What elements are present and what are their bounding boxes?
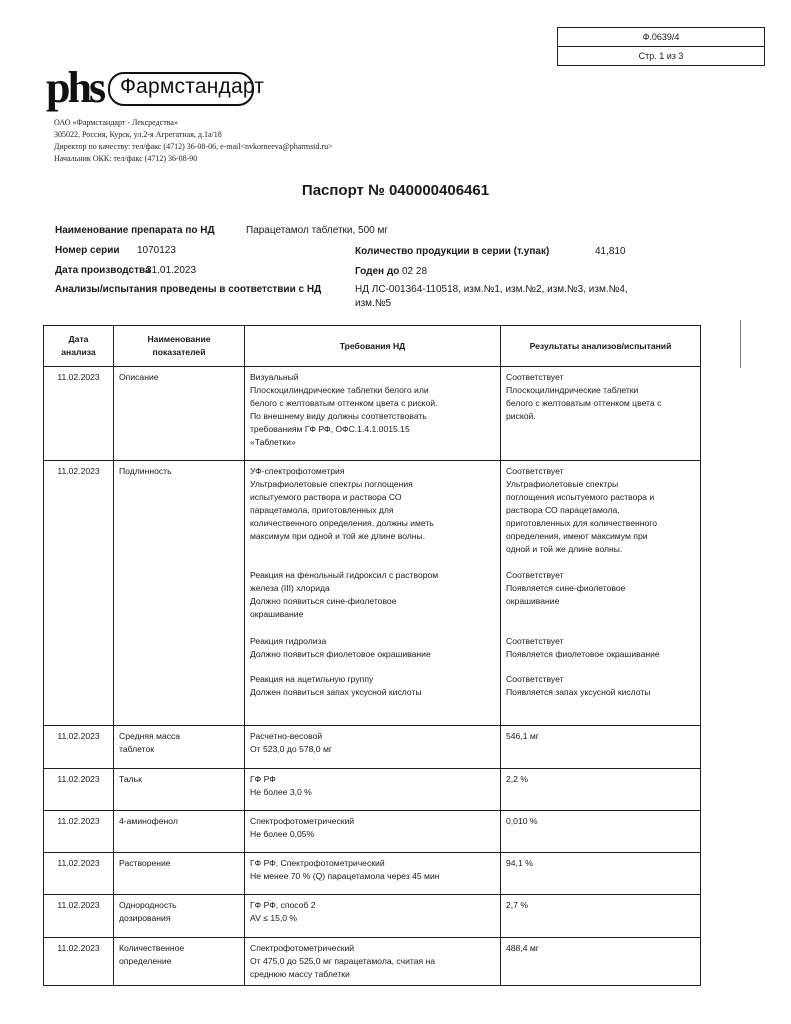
table-row — [44, 938, 701, 986]
row-indicator: Тальк — [114, 769, 245, 811]
row-result: Соответствует Ультрафиолетовые спектры поглощения испытуемого раствора и раствора СО парацетамола, приготовленных для количественного определения, имеют максимум при одной и той же длине волны. Соответствует Появляется сине-фиолетовое окрашивание Соответствует Появляется фиолетовое окрашивание Соответствует Появляется запах уксусной кислоты — [501, 461, 701, 726]
scan-mark — [740, 320, 741, 368]
row-requirement: ГФ РФ Не более 3,0 % — [245, 769, 501, 811]
row-result: 2,2 % — [501, 769, 701, 811]
quantity-value: 41,810 — [595, 246, 626, 257]
row-requirement: УФ-спектрофотометрия Ультрафиолетовые спектры поглощения испытуемого раствора и раствора СО парацетамола, приготовленных для количественного определения, должны иметь максимум при одной и той же длине волны. Реакция на фенольный гидроксил с раствором железа (III) хлорида Должно появиться сине-фиолетовое окрашивание Реакция гидролиза Должно появиться фиолетовое окрашивание Реакция на ацетильную группу Должен появиться запах уксусной кислоты — [245, 461, 501, 726]
row-requirement: ГФ РФ, Спектрофотометрический Не менее 70 % (Q) парацетамола через 45 мин — [245, 853, 501, 895]
row-date: 11.02.2023 — [44, 726, 114, 769]
row-result: Соответствует Плоскоцилиндрические таблетки белого с желтоватым оттенком цвета с риской. — [501, 367, 701, 461]
tests-standard-label: Анализы/испытания проведены в соответствии с НД — [55, 284, 322, 295]
header-requirements: Требования НД — [245, 326, 501, 367]
row-result: 0,010 % — [501, 811, 701, 853]
table-row — [44, 853, 701, 895]
drug-name-value: Парацетамол таблетки, 500 мг — [246, 225, 389, 236]
quantity-label: Количество продукции в серии (т.упак) — [355, 246, 550, 257]
row-indicator: Средняя масса таблеток — [114, 726, 245, 769]
expiry-value: 02 28 — [402, 266, 428, 277]
results-table — [43, 325, 701, 986]
header-results: Результаты анализов/испытаний — [501, 326, 701, 367]
company-logo-name: Фармстандарт — [120, 75, 265, 98]
row-requirement: Визуальный Плоскоцилиндрические таблетки белого или белого с желтоватым оттенком цвета с риской. По внешнему виду должны соответствовать требованиям ГФ РФ, ОФС.1.4.1.0015.15 «Таблетки» — [245, 367, 501, 461]
page-number: Стр. 1 из 3 — [638, 51, 684, 61]
quality-director-contact: Директор по качеству: тел/факс (4712) 36-08-06, e-mail<nvkorneeva@pharmstd.ru> — [54, 142, 333, 151]
row-requirement: Расчетно-весовой От 523,0 до 578,0 мг — [245, 726, 501, 769]
row-date: 11.02.2023 — [44, 367, 114, 461]
series-label: Номер серии — [55, 245, 120, 256]
row-indicator: 4-аминофенол — [114, 811, 245, 853]
company-logo-mark: phs — [46, 63, 104, 112]
nd-reference: НД ЛС-001364-110518, изм.№1, изм.№2, изм.№3, изм.№4, — [355, 284, 628, 295]
table-row — [44, 769, 701, 811]
series-value: 1070123 — [137, 245, 176, 256]
row-indicator: Однородность дозирования — [114, 895, 245, 938]
row-result: 546,1 мг — [501, 726, 701, 769]
okk-head-contact: Начальник ОКК: тел/факс (4712) 36-08-90 — [54, 154, 198, 163]
row-requirement: Спектрофотометрический От 475,0 до 525,0 мг парацетамола, считая на среднюю массу таблетки — [245, 938, 501, 986]
production-date-label: Дата производства — [55, 265, 151, 276]
header-indicator: Наименование показателей — [114, 326, 245, 367]
table-row — [44, 367, 701, 461]
form-code-box — [557, 27, 765, 66]
row-indicator: Количественное определение — [114, 938, 245, 986]
production-date-value: 31.01.2023 — [146, 265, 197, 276]
row-result: 2,7 % — [501, 895, 701, 938]
row-result: 94,1 % — [501, 853, 701, 895]
table-row — [44, 726, 701, 769]
company-name: ОАО «Фармстандарт - Лексредства» — [54, 118, 178, 127]
row-result: 488,4 мг — [501, 938, 701, 986]
row-requirement: ГФ РФ, способ 2 AV ≤ 15,0 % — [245, 895, 501, 938]
form-code: Ф.0639/4 — [558, 28, 764, 47]
drug-name-label: Наименование препарата по НД — [55, 225, 215, 236]
table-row — [44, 461, 701, 726]
expiry-label: Годен до — [355, 266, 400, 277]
row-requirement: Спектрофотометрический Не более 0,05% — [245, 811, 501, 853]
page-title: Паспорт № 040000406461 — [301, 182, 490, 199]
row-indicator: Подлинность — [114, 461, 245, 726]
row-date: 11.02.2023 — [44, 769, 114, 811]
table-row — [44, 895, 701, 938]
table-header-row — [44, 326, 701, 367]
row-indicator: Описание — [114, 367, 245, 461]
row-date: 11.02.2023 — [44, 811, 114, 853]
row-date: 11.02.2023 — [44, 895, 114, 938]
row-date: 11.02.2023 — [44, 853, 114, 895]
row-date: 11.02.2023 — [44, 461, 114, 726]
header-date: Дата анализа — [44, 326, 114, 367]
row-date: 11.02.2023 — [44, 938, 114, 986]
company-address: 305022, Россия, Курск, ул.2-я Агрегатная, д.1а/18 — [54, 130, 222, 139]
row-indicator: Растворение — [114, 853, 245, 895]
table-row — [44, 811, 701, 853]
nd-reference-cont: изм.№5 — [355, 298, 392, 309]
